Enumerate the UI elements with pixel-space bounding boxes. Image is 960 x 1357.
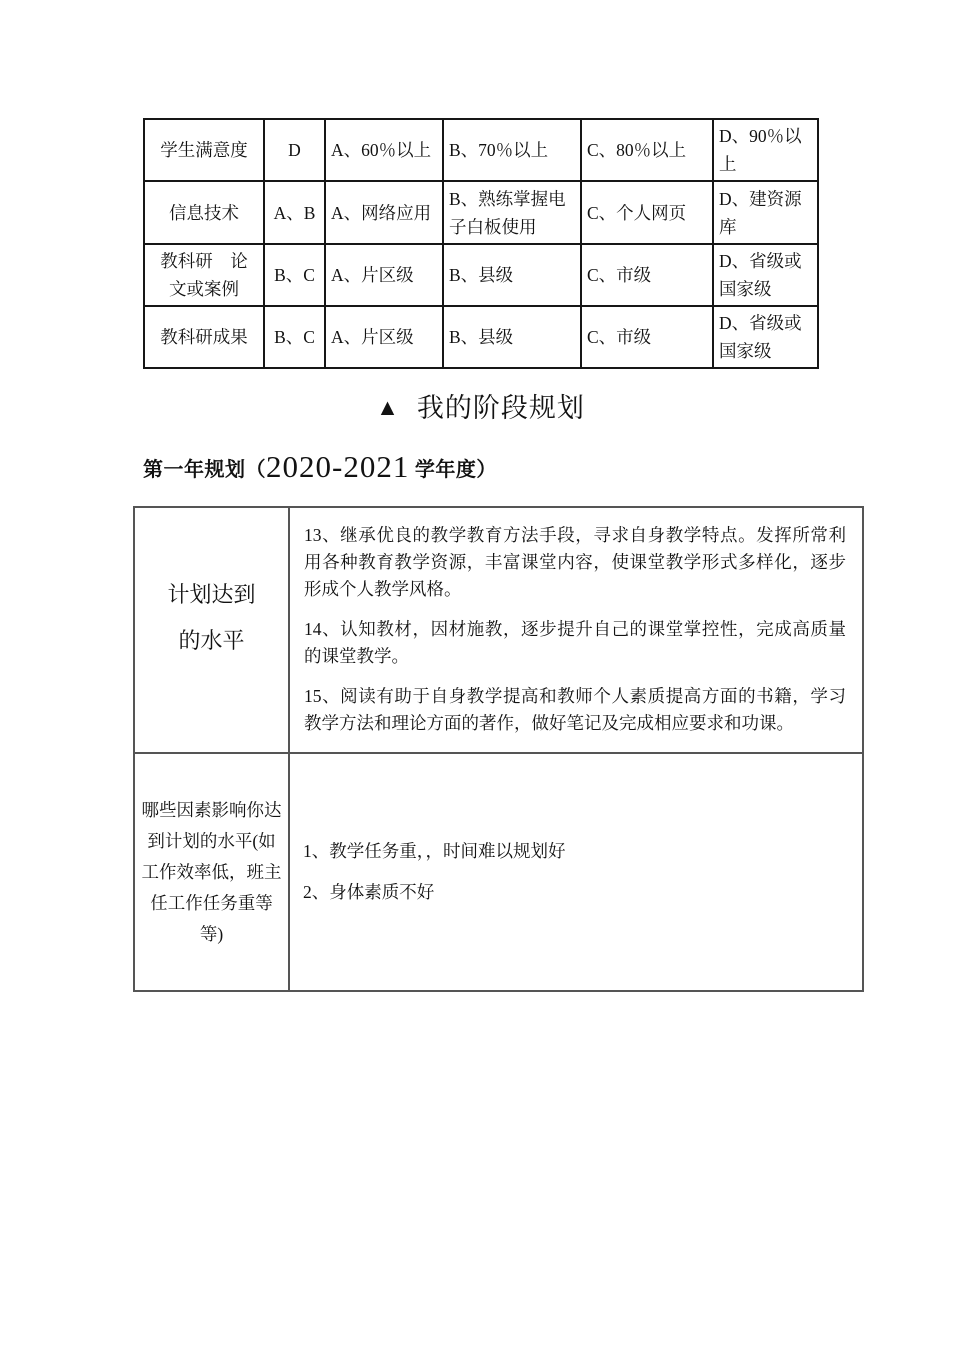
option-b: B、县级 [443,244,581,306]
table-row-plan-level [134,507,863,753]
open-paren: （ [245,459,266,481]
plan-level-header-line2: 的水平 [178,628,245,653]
indicator-label-line1: 教科研 论 [160,251,248,271]
indicator-label-line2: 文或案例 [169,279,239,299]
factors-items [289,753,863,991]
plan-item-13: 13、继承优良的教学教育方法手段，寻求自身教学特点。发挥所常利用各种教育教学资源，丰富课堂内容，使课堂教学形式多样化，逐步形成个人教学风格。 [304,524,846,599]
table-row-information-technology [144,181,818,244]
table-row-influence-factors [134,753,863,991]
option-c: C、80％以上 [581,119,713,181]
option-b: B、县级 [443,306,581,368]
plan-item-14: 14、认知教材，因材施教，逐步提升自己的课堂掌控性，完成高质量的课堂教学。 [304,618,846,666]
year-range: 2020-2021 [266,449,410,484]
option-a: A、60％以上 [325,119,443,181]
year-suffix: 学年度） [409,459,497,481]
section-title: 我的阶段规划 [416,393,585,423]
table-row-research-results [144,306,818,368]
triangle-marker-icon: ▲ [376,395,400,420]
option-a: A、片区级 [325,244,443,306]
factor-item-1: 1、教学任务重，，时间难以规划好 [303,841,566,861]
option-a: A、片区级 [325,306,443,368]
option-d: D、省级或国家级 [713,306,818,368]
option-d: D、省级或国家级 [713,244,818,306]
option-c: C、个人网页 [581,181,713,244]
indicator-label: 教科研成果 [144,306,264,368]
self-rating: A、B [264,181,325,244]
factor-item-2: 2、身体素质不好 [303,882,435,902]
indicator-label: 信息技术 [144,181,264,244]
self-rating: B、C [264,306,325,368]
option-a: A、网络应用 [325,181,443,244]
plan-label: 第一年规划 [143,459,246,481]
option-b: B、70％以上 [443,119,581,181]
year-plan-heading [143,449,497,485]
indicator-label: 学生满意度 [144,119,264,181]
table-row-research-papers [144,244,818,306]
plan-level-header-line1: 计划达到 [167,582,256,607]
option-d: D、建资源库 [713,181,818,244]
option-b: B、熟练掌握电子白板使用 [443,181,581,244]
evaluation-table [143,118,819,369]
option-c: C、市级 [581,244,713,306]
option-d: D、90％以上 [713,119,818,181]
self-rating: D [264,119,325,181]
plan-level-items [289,507,863,753]
plan-item-15: 15、阅读有助于自身教学提高和教师个人素质提高方面的书籍，学习教学方法和理论方面的著作，做好笔记及完成相应要求和功课。 [304,685,846,733]
table-row-student-satisfaction [144,119,818,181]
section-heading [133,386,828,425]
plan-table [133,506,864,992]
option-c: C、市级 [581,306,713,368]
self-rating: B、C [264,244,325,306]
plan-level-header [134,507,289,753]
factors-header: 哪些因素影响你达到计划的水平(如工作效率低，班主任工作任务重等等) [134,753,289,991]
indicator-label [144,244,264,306]
